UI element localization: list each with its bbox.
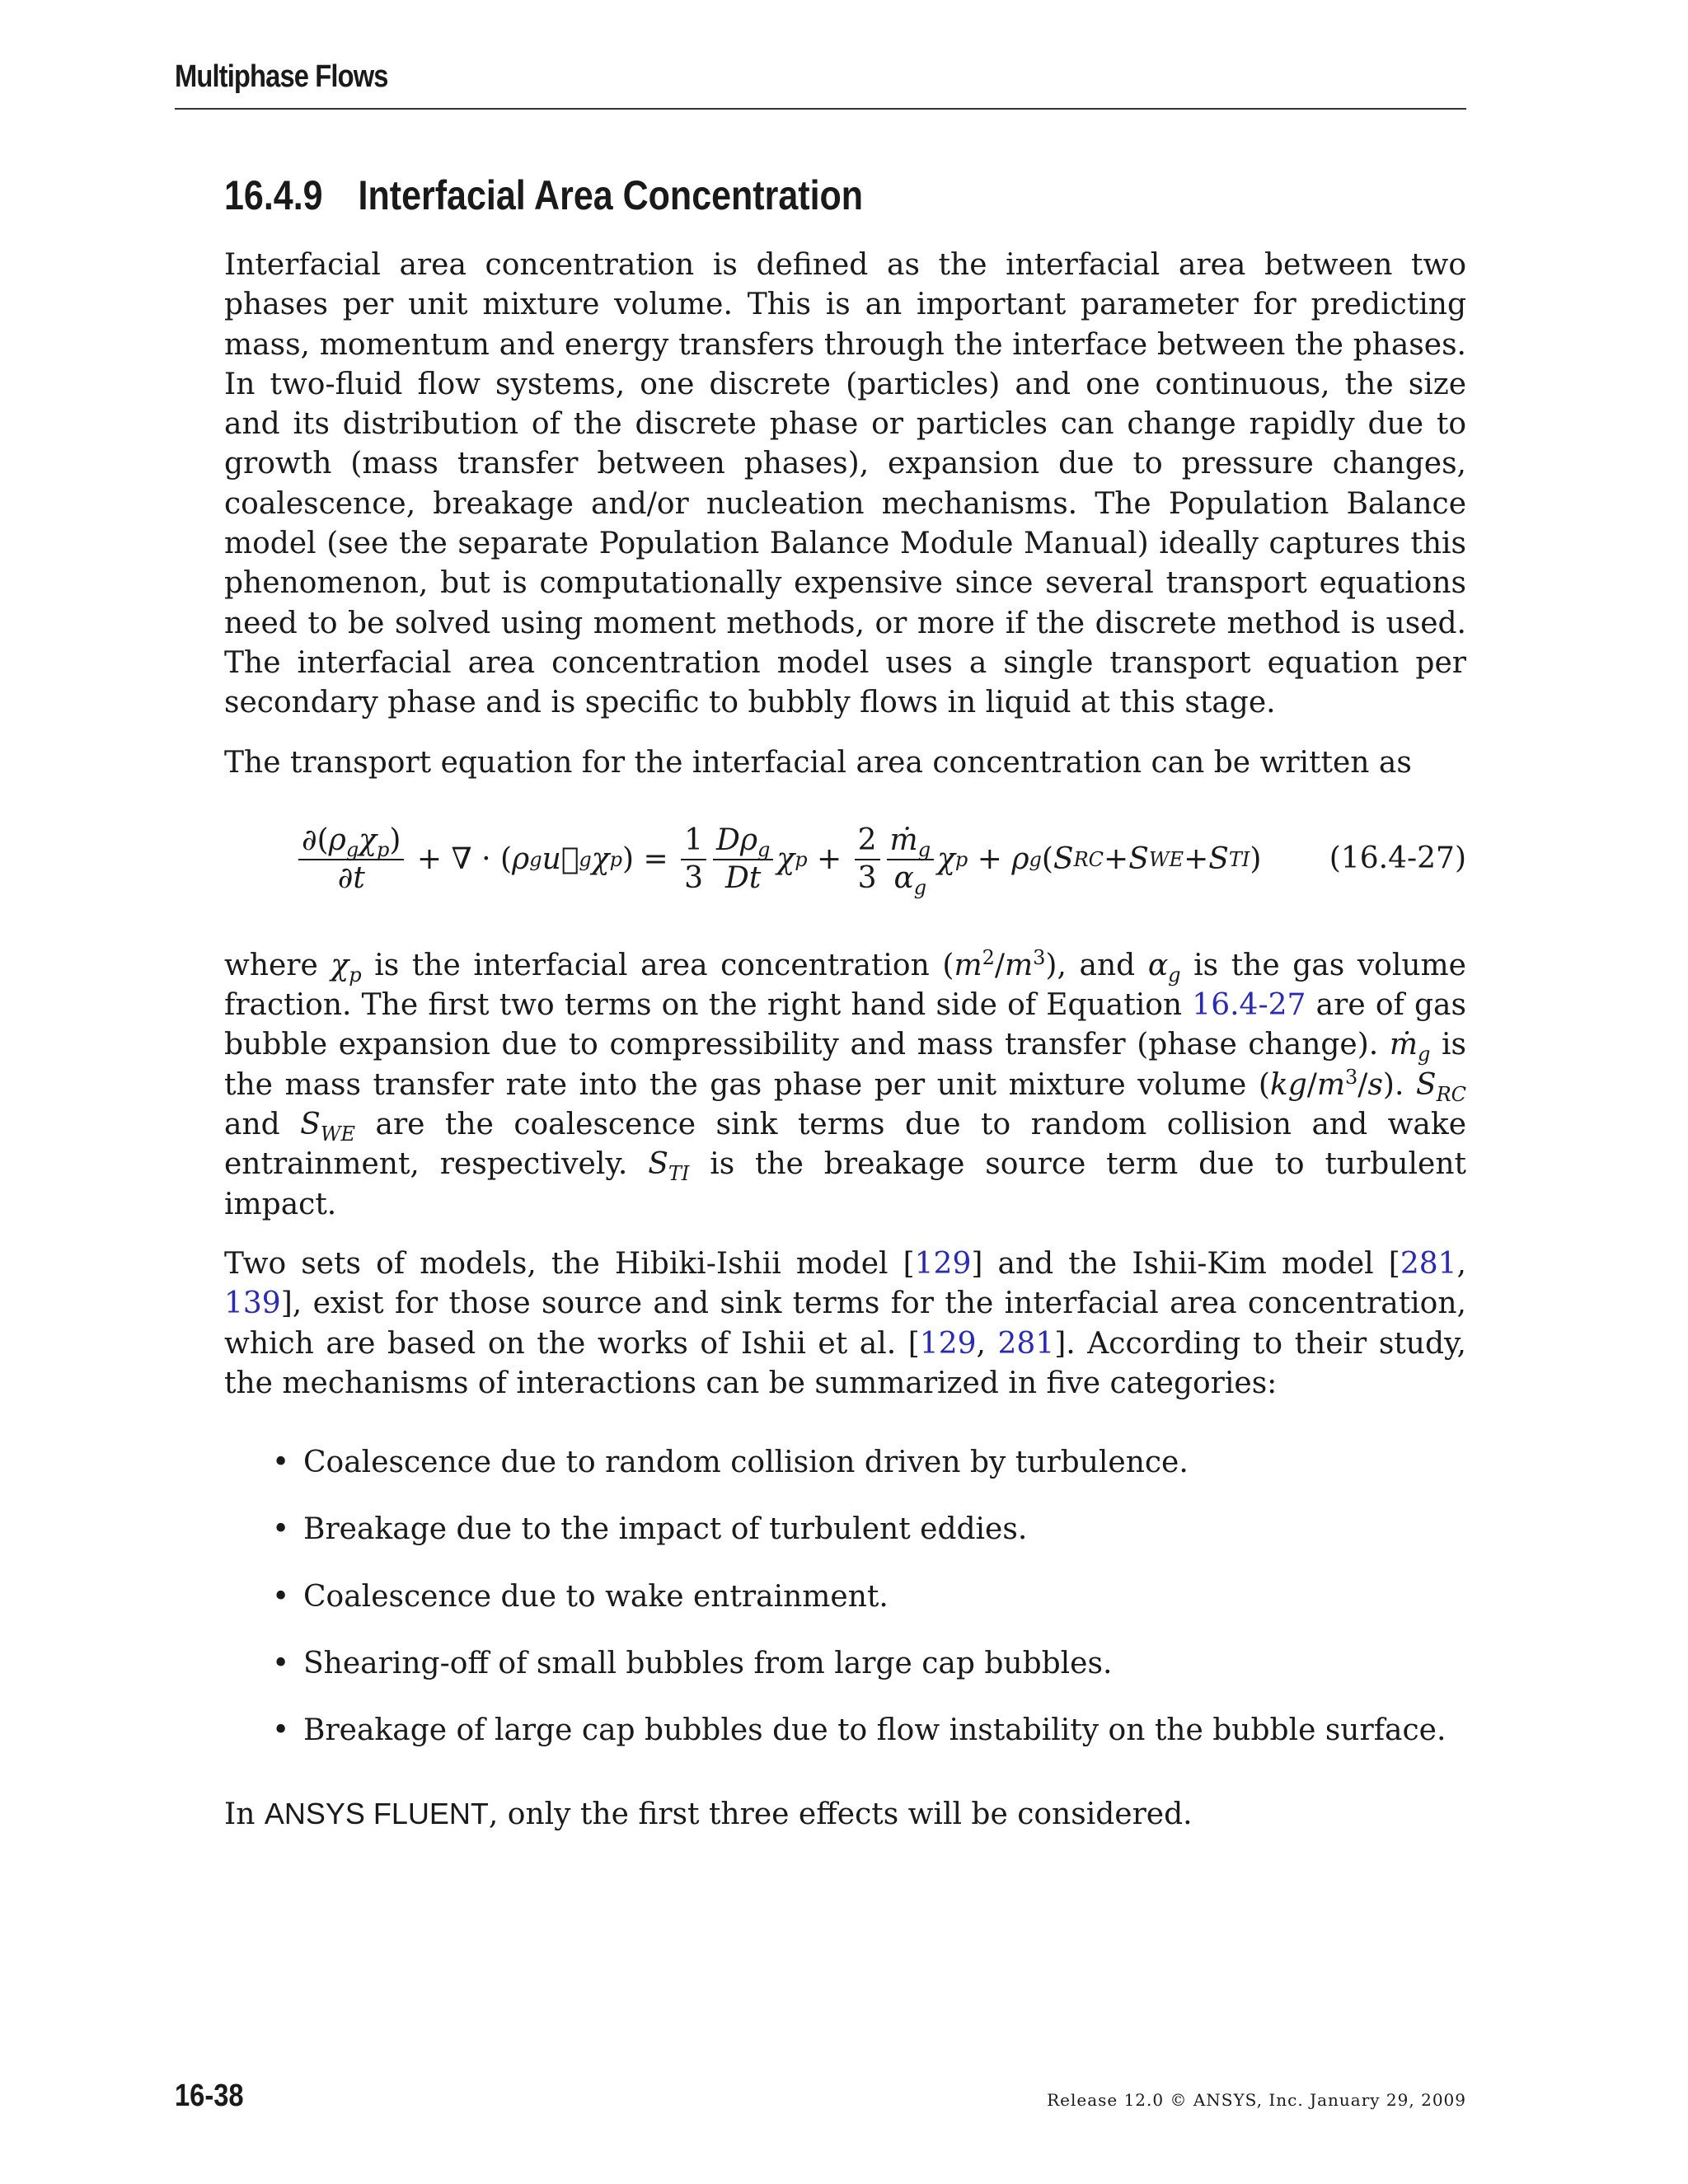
section-heading <box>224 171 863 219</box>
section-number: 16.4.9 <box>224 172 323 218</box>
release-footer: Release 12.0 © ANSYS, Inc. January 29, 2009 <box>1047 2090 1466 2110</box>
page-number: 16-38 <box>175 2079 244 2113</box>
paragraph-variables: where $\chi_p$ is the interfacial area concentration $(m^2/m^3)$, and $\alpha_g$ is the gas volume fraction. The first two terms on the right hand side of Equation 16.4-27 are of gas bubble expansion due to compressibility and mass transfer (phase change). ṁ$_g$ is the mass transfer rate into the gas phase per unit mixture volume $(kg/m^3/s)$. $S_{RC}$ and $S_{WE}$ are the coalescence sink terms due to random collision and wake entrainment, respectively. $S_{TI}$ is the breakage source term due to turbulent impact. <box>224 945 1467 1221</box>
equation-number: (16.4-27) <box>1329 841 1466 875</box>
paragraph-intro: Interfacial area concentration is defined as the interfacial area between two phases per unit mixture volume. This is an important parameter for predicting mass, momentum and energy transfers through the interface between the phases. In two-fluid flow systems, one discrete (particles) and one continuous, the size and its distribution of the discrete phase or particles can change rapidly due to growth (mass transfer between phases), expansion due to pressure changes, coalescence, breakage and/or nucleation mechanisms. The Population Balance model (see the separate Population Balance Module Manual) ideally captures this phenomenon, but is computationally expensive since several transport equations need to be solved using moment methods, or more if the discrete method is used. The interfacial area concentration model uses a single transport equation per secondary phase and is specific to bubbly flows in liquid at this stage. <box>224 248 1466 720</box>
list-item: • Shearing-off of small bubbles from large cap bubbles. <box>272 1644 1466 1684</box>
citation-link-281[interactable]: 281 <box>1400 1246 1457 1281</box>
section-title: Interfacial Area Concentration <box>358 172 864 218</box>
equation-reference-link[interactable]: 16.4-27 <box>1192 988 1306 1023</box>
paragraph-transport-intro: The transport equation for the interfacial area concentration can be written as <box>224 745 1412 780</box>
body-text <box>224 246 1466 1835</box>
paragraph-conclusion: In ANSYS FLUENT, only the first three effects will be considered. <box>224 1796 1193 1831</box>
citation-link-139[interactable]: 139 <box>224 1286 281 1321</box>
list-item: • Breakage of large cap bubbles due to flow instability on the bubble surface. <box>272 1711 1466 1750</box>
product-name: ANSYS FLUENT <box>264 1796 489 1830</box>
list-item: • Breakage due to the impact of turbulent eddies. <box>272 1510 1466 1549</box>
citation-link-281-b[interactable]: 281 <box>997 1326 1055 1361</box>
citation-link-129[interactable]: 129 <box>914 1246 972 1281</box>
mechanism-list <box>272 1443 1466 1750</box>
paragraph-models: Two sets of models, the Hibiki-Ishii model [129] and the Ishii-Kim model [281, 139], exist for those source and sink terms for the interfacial area concentration, which are based on the works of Ishii et al. [129, 281]. According to their study, the mechanisms of interactions can be summarized in five categories: <box>224 1246 1466 1400</box>
list-item: • Coalescence due to random collision driven by turbulence. <box>272 1443 1466 1483</box>
list-item: • Coalescence due to wake entrainment. <box>272 1577 1466 1617</box>
transport-equation: $\frac{\partial(\rho_g\chi_p)}{\partial t}$ + ∇ · ( ρ g u⃗ g χ p ) = $\frac{1}{3}$ $\frac{D\rho_g}{Dt}$ χ p + $\frac{2}{3}$ $\frac{ṁ_g}{\alpha_g}$ χ p + ρ g ( S RC + S WE + S TI ) <box>295 799 1261 920</box>
equation-block <box>224 799 1466 920</box>
header-rule <box>175 108 1466 110</box>
citation-link-129-b[interactable]: 129 <box>919 1326 977 1361</box>
running-header-title: Multiphase Flows <box>175 59 388 94</box>
